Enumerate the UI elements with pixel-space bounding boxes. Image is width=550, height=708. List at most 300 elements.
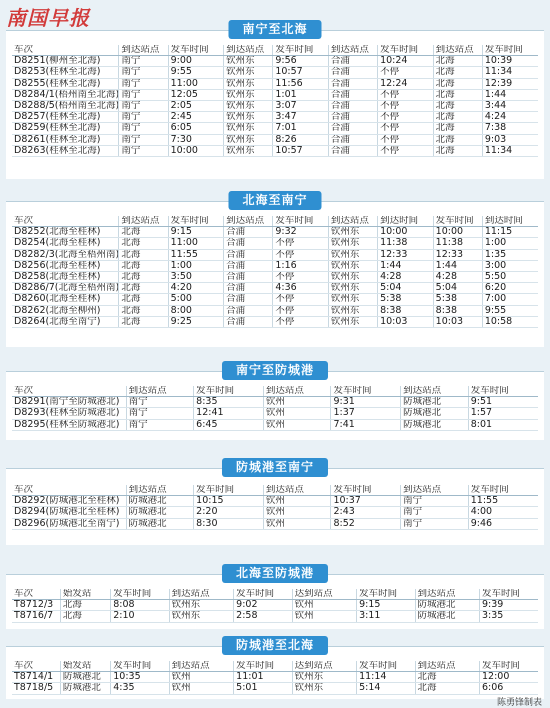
column-header: 到达站点 [433,45,482,56]
table-cell: 8:08 [111,600,169,611]
column-header: 到达站点 [401,386,469,397]
timetable [12,589,538,623]
timetable [12,216,538,328]
table-cell: 北海 [415,672,479,683]
table-cell: 钦州 [263,507,331,518]
table-cell: 1:35 [482,249,538,260]
column-header: 到达站点 [119,45,168,56]
table-cell: 北海 [119,260,168,271]
timetable-section [6,22,544,179]
table-cell: 钦州东 [224,78,273,89]
section-title: 北海至南宁 [228,191,321,210]
column-header: 到达站点 [119,216,168,227]
table-row [12,496,538,507]
table-cell: 11:00 [168,238,224,249]
table-cell: 12:00 [480,672,539,683]
train-number-cell: D8291(南宁至防城港北) [12,397,126,408]
table-cell: 钦州东 [328,305,377,316]
table-cell: 钦州 [292,611,356,622]
column-header: 发车时间 [468,485,538,496]
train-number-cell: D8294(防城港北至桂林) [12,507,126,518]
table-cell: 北海 [433,78,482,89]
table-cell: 北海 [119,283,168,294]
table-cell: 不停 [273,294,329,305]
table-cell: 钦州东 [224,67,273,78]
table-row [12,419,538,430]
table-cell: 南宁 [119,123,168,134]
table-cell: 北海 [433,101,482,112]
table-cell: 8:38 [378,305,434,316]
table-row [12,67,538,78]
column-header: 发车时间 [331,485,401,496]
table-cell: 不停 [378,67,434,78]
section-title: 南宁至防城港 [222,361,328,380]
table-cell: 10:00 [168,145,224,156]
table-cell: 3:47 [273,112,329,123]
column-header: 到达时间 [378,216,434,227]
column-header: 到达时间 [482,216,538,227]
table-cell: 4:36 [273,283,329,294]
column-header: 到达站点 [328,45,377,56]
table-cell: 11:55 [468,496,538,507]
table-row [12,507,538,518]
table-row [12,112,538,123]
table-cell: 合浦 [224,249,273,260]
train-number-cell: D8256(北海至桂林) [12,260,119,271]
column-header: 发车时间 [331,386,401,397]
column-header: 发车时间 [357,589,415,600]
table-cell: 6:45 [194,419,264,430]
table-cell: 8:52 [331,518,401,529]
table-cell: 北海 [119,238,168,249]
train-number-cell: T8712/3 [12,600,60,611]
train-number-cell: D8251(柳州至北海) [12,56,119,67]
table-cell: 3:11 [357,611,415,622]
table-cell: 钦州东 [224,56,273,67]
table-cell: 钦州东 [328,294,377,305]
column-header: 发车时间 [273,45,329,56]
table-cell: 北海 [119,249,168,260]
table-cell: 钦州 [263,419,331,430]
table-cell: 9:39 [480,600,539,611]
table-cell: 南宁 [401,507,469,518]
table-cell: 9:32 [273,227,329,238]
table-row [12,272,538,283]
table-cell: 4:00 [468,507,538,518]
table-cell: 11:34 [482,67,538,78]
table-cell: 合浦 [224,294,273,305]
table-cell: 5:01 [234,683,292,694]
table-header-row [12,216,538,227]
column-header: 发车时间 [433,216,482,227]
timetable-section [6,363,544,440]
table-cell: 3:07 [273,101,329,112]
table-cell: 10:03 [378,316,434,327]
table-cell: 防城港北 [401,397,469,408]
table-cell: 钦州 [169,672,233,683]
table-cell: 6:05 [168,123,224,134]
table-row [12,518,538,529]
table-cell: 合浦 [328,67,377,78]
table-cell: 9:03 [482,134,538,145]
column-header: 发车时间 [480,661,539,672]
table-row [12,260,538,271]
table-cell: 合浦 [224,227,273,238]
table-cell: 防城港北 [126,496,194,507]
section-title: 防城港至南宁 [222,458,328,477]
table-cell: 5:50 [482,272,538,283]
table-cell: 2:10 [111,611,169,622]
table-cell: 5:14 [357,683,415,694]
table-cell: 钦州东 [224,123,273,134]
table-cell: 3:35 [480,611,539,622]
table-cell: 钦州东 [169,611,233,622]
table-cell: 12:39 [482,78,538,89]
table-cell: 3:44 [482,101,538,112]
table-cell: 12:33 [378,249,434,260]
train-number-cell: D8288/5(梧州南至北海) [14,100,119,112]
table-cell: 5:00 [168,294,224,305]
table-cell: 北海 [60,611,110,622]
table-cell: 12:05 [168,89,224,100]
table-cell: 2:05 [168,101,224,112]
table-cell: 2:45 [168,112,224,123]
table-row [12,305,538,316]
column-header: 到达站点 [126,485,194,496]
train-number-cell: D8261(桂林至北海) [12,134,119,145]
table-cell: 12:41 [194,408,264,419]
table-cell: 北海 [433,145,482,156]
table-cell: 防城港北 [401,419,469,430]
table-cell: 不停 [273,238,329,249]
table-cell: 9:15 [168,227,224,238]
column-header: 发车时间 [194,485,264,496]
table-cell: 9:55 [482,305,538,316]
table-cell: 钦州东 [224,112,273,123]
column-header: 发车时间 [234,661,292,672]
column-header: 发车时间 [111,661,169,672]
train-number-cell: D8292(防城港北至桂林) [12,496,126,507]
table-cell: 北海 [433,56,482,67]
table-cell: 8:01 [468,419,538,430]
table-cell: 钦州 [263,518,331,529]
table-cell: 防城港北 [126,507,194,518]
table-cell: 北海 [119,316,168,327]
table-cell: 11:38 [378,238,434,249]
table-cell: 钦州东 [224,145,273,156]
timetable-section [6,566,544,629]
table-cell: 北海 [415,683,479,694]
table-cell: 9:31 [331,397,401,408]
column-header: 到达站点 [401,485,469,496]
table-cell: 1:00 [482,238,538,249]
column-header: 达到站点 [292,589,356,600]
column-header: 车次 [12,386,126,397]
train-number-cell: D8254(北海至桂林) [12,238,119,249]
table-cell: 4:24 [482,112,538,123]
table-row [12,89,538,100]
table-cell: 11:14 [357,672,415,683]
table-cell: 3:50 [168,272,224,283]
table-cell: 南宁 [119,89,168,100]
table-cell: 9:00 [168,56,224,67]
table-cell: 不停 [378,145,434,156]
column-header: 到达站点 [263,485,331,496]
table-cell: 1:00 [168,260,224,271]
table-cell: 不停 [378,89,434,100]
train-number-cell: D8282/3(北海至梧州南) [14,249,119,260]
table-cell: 钦州东 [328,260,377,271]
table-cell: 5:38 [378,294,434,305]
table-cell: 北海 [433,134,482,145]
table-cell: 9:25 [168,316,224,327]
column-header: 到达站点 [169,589,233,600]
table-cell: 防城港北 [60,683,110,694]
table-cell: 7:00 [482,294,538,305]
table-cell: 南宁 [119,145,168,156]
table-cell: 6:20 [482,283,538,294]
table-cell: 钦州东 [328,249,377,260]
train-number-cell: D8263(桂林至北海) [12,145,119,156]
table-cell: 钦州东 [328,283,377,294]
table-cell: 不停 [273,316,329,327]
table-cell: 合浦 [224,305,273,316]
table-cell: 12:33 [433,249,482,260]
table-cell: 合浦 [224,260,273,271]
table-cell: 10:03 [433,316,482,327]
table-cell: 1:44 [378,260,434,271]
table-row [12,683,538,694]
table-cell: 4:28 [433,272,482,283]
table-cell: 合浦 [328,56,377,67]
table-cell: 1:37 [331,408,401,419]
table-cell: 2:43 [331,507,401,518]
train-number-cell: D8264(北海至南宁) [12,316,119,327]
column-header: 始发站 [60,589,110,600]
section-title: 防城港至北海 [222,636,328,655]
table-cell: 6:06 [480,683,539,694]
table-cell: 北海 [60,600,110,611]
column-header: 发车时间 [480,589,539,600]
table-cell: 10:58 [482,316,538,327]
table-header-row [12,661,538,672]
table-cell: 防城港北 [415,611,479,622]
column-header: 发车时间 [194,386,264,397]
column-header: 车次 [12,589,60,600]
table-cell: 10:57 [273,67,329,78]
train-number-cell: D8260(北海至桂林) [12,294,119,305]
column-header: 到达站点 [328,216,377,227]
table-cell: 7:41 [331,419,401,430]
table-cell: 北海 [433,112,482,123]
table-cell: 7:01 [273,123,329,134]
column-header: 到达站点 [415,589,479,600]
table-cell: 8:35 [194,397,264,408]
table-cell: 3:00 [482,260,538,271]
column-header: 车次 [12,661,60,672]
table-cell: 南宁 [119,56,168,67]
table-row [12,611,538,622]
table-cell: 钦州东 [328,227,377,238]
train-number-cell: D8257(桂林至北海) [12,112,119,123]
table-cell: 1:57 [468,408,538,419]
table-cell: 合浦 [224,316,273,327]
table-cell: 10:15 [194,496,264,507]
train-number-cell: D8255(桂林至北海) [12,78,119,89]
column-header: 发车时间 [357,661,415,672]
table-cell: 9:46 [468,518,538,529]
table-cell: 南宁 [119,67,168,78]
table-cell: 10:24 [378,56,434,67]
table-cell: 5:04 [378,283,434,294]
train-number-cell: D8293(桂林至防城港北) [12,408,126,419]
table-row [12,238,538,249]
table-row [12,227,538,238]
table-cell: 合浦 [328,78,377,89]
table-cell: 10:00 [378,227,434,238]
table-cell: 1:44 [482,89,538,100]
table-cell: 钦州东 [224,101,273,112]
table-cell: 钦州东 [169,600,233,611]
table-cell: 防城港北 [401,408,469,419]
table-cell: 南宁 [119,101,168,112]
table-header-row [12,589,538,600]
table-cell: 钦州东 [292,672,356,683]
table-cell: 9:56 [273,56,329,67]
table-header-row [12,45,538,56]
table-cell: 北海 [119,305,168,316]
table-cell: 1:16 [273,260,329,271]
table-cell: 1:01 [273,89,329,100]
table-cell: 钦州东 [224,134,273,145]
table-row [12,249,538,260]
table-cell: 合浦 [224,272,273,283]
table-cell: 11:00 [168,78,224,89]
column-header: 到达站点 [126,386,194,397]
table-cell: 9:51 [468,397,538,408]
train-number-cell: D8284/1(梧州南至北海) [14,89,119,100]
train-number-cell: D8295(桂林至防城港北) [12,419,126,430]
table-cell: 10:00 [433,227,482,238]
table-cell: 8:38 [433,305,482,316]
table-cell: 9:55 [168,67,224,78]
table-cell: 8:00 [168,305,224,316]
column-header: 到达站点 [263,386,331,397]
table-cell: 不停 [273,272,329,283]
table-cell: 11:34 [482,145,538,156]
table-cell: 南宁 [126,419,194,430]
table-cell: 1:44 [433,260,482,271]
column-header: 到达站点 [169,661,233,672]
table-cell: 合浦 [224,238,273,249]
table-row [12,134,538,145]
table-cell: 北海 [433,67,482,78]
table-cell: 7:38 [482,123,538,134]
table-cell: 合浦 [328,101,377,112]
train-number-cell: D8258(北海至桂林) [12,272,119,283]
table-cell: 5:04 [433,283,482,294]
table-cell: 4:35 [111,683,169,694]
table-cell: 防城港北 [60,672,110,683]
table-cell: 9:02 [234,600,292,611]
table-cell: 合浦 [328,89,377,100]
table-cell: 合浦 [328,134,377,145]
table-cell: 钦州东 [328,238,377,249]
table-cell: 2:20 [194,507,264,518]
table-cell: 南宁 [401,496,469,507]
column-header: 发车时间 [482,45,538,56]
table-cell: 南宁 [119,78,168,89]
column-header: 到达站点 [224,45,273,56]
table-row [12,294,538,305]
table-cell: 钦州东 [224,89,273,100]
table-cell: 合浦 [328,123,377,134]
table-cell: 10:39 [482,56,538,67]
table-cell: 南宁 [119,134,168,145]
table-cell: 钦州东 [292,683,356,694]
table-cell: 8:30 [194,518,264,529]
table-cell: 北海 [433,89,482,100]
column-header: 车次 [12,485,126,496]
train-number-cell: D8259(桂林至北海) [12,123,119,134]
table-header-row [12,485,538,496]
table-cell: 11:01 [234,672,292,683]
table-cell: 防城港北 [126,518,194,529]
column-header: 达到站点 [292,661,356,672]
table-cell: 钦州 [263,408,331,419]
timetable [12,661,538,695]
timetable-section [6,193,544,347]
table-cell: 南宁 [126,408,194,419]
table-row [12,316,538,327]
table-row [12,408,538,419]
section-title: 北海至防城港 [222,564,328,583]
table-cell: 4:20 [168,283,224,294]
table-cell: 11:55 [168,249,224,260]
timetable-section [6,638,544,699]
table-cell: 钦州 [292,600,356,611]
table-cell: 不停 [378,101,434,112]
train-number-cell: D8286/7(北海至梧州南) [14,282,119,294]
table-cell: 北海 [433,123,482,134]
train-number-cell: T8718/5 [12,683,60,694]
table-row [12,283,538,294]
train-number-cell: T8716/7 [12,611,60,622]
train-number-cell: D8262(北海至柳州) [12,305,119,316]
column-header: 发车时间 [273,216,329,227]
train-number-cell: D8252(北海至桂林) [12,227,119,238]
table-cell: 10:35 [111,672,169,683]
newspaper-logo: 南国早报 [6,6,90,30]
table-cell: 钦州东 [328,272,377,283]
table-cell: 南宁 [401,518,469,529]
timetable [12,485,538,530]
table-row [12,600,538,611]
table-cell: 2:58 [234,611,292,622]
table-cell: 钦州 [263,397,331,408]
timetable [12,45,538,157]
column-header: 发车时间 [168,216,224,227]
table-cell: 不停 [378,134,434,145]
timetable-section [6,460,544,545]
table-cell: 10:37 [331,496,401,507]
column-header: 发车时间 [468,386,538,397]
table-cell: 北海 [119,227,168,238]
column-header: 车次 [12,216,119,227]
column-header: 到达站点 [415,661,479,672]
table-cell: 不停 [378,123,434,134]
train-number-cell: D8253(桂林至北海) [12,67,119,78]
